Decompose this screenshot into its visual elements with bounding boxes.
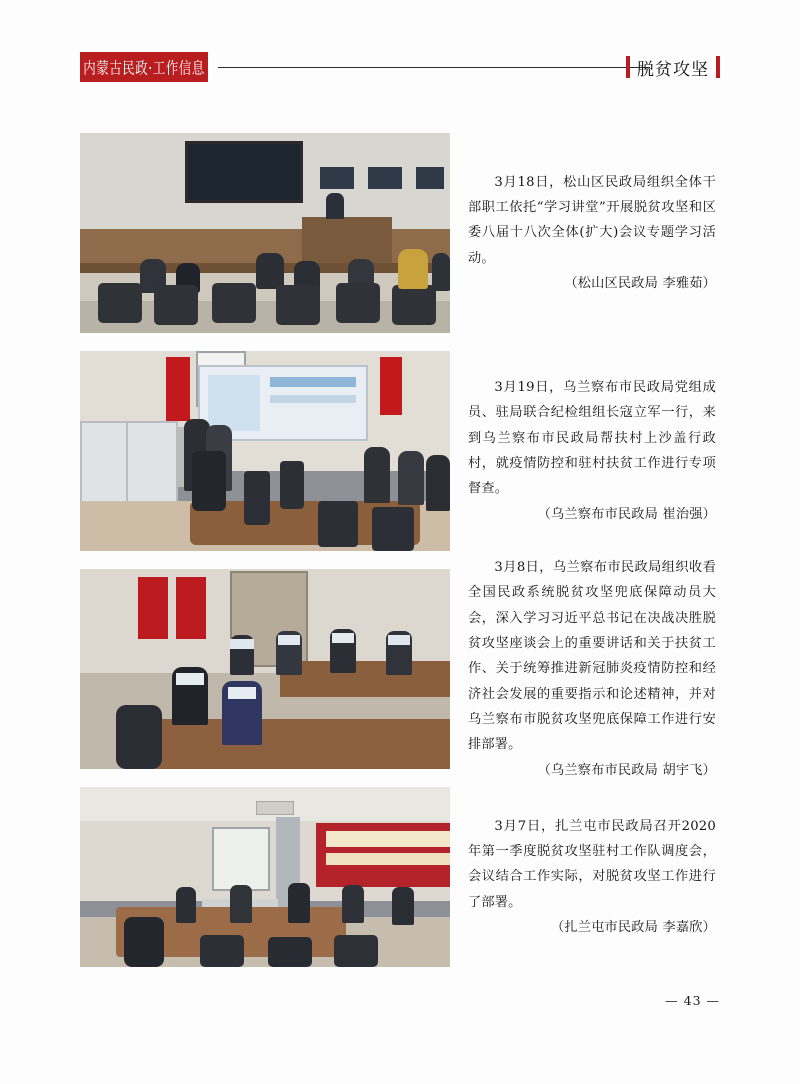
entry-caption [450, 133, 720, 333]
caption-source: （扎兰屯市民政局 李嘉欣） [550, 920, 716, 936]
article-entry [80, 351, 720, 551]
entry-caption [450, 787, 720, 967]
header-divider [218, 67, 650, 68]
photo-ulanqab-national-teleconference [80, 569, 450, 769]
photo-songshan-district-study-meeting [80, 133, 450, 333]
section-bar-left-icon [626, 56, 630, 78]
entry-caption [450, 559, 720, 778]
caption-body: 3月18日，松山区民政局组织全体干部职工依托“学习讲堂”开展脱贫攻坚和区委八届十八次全体(扩大)会议专题学习活动。 [468, 174, 716, 266]
section-title: 脱贫攻坚 [637, 59, 709, 80]
caption-body: 3月7日，扎兰屯市民政局召开2020年第一季度脱贫攻坚驻村工作队调度会，会议结合工作实际，对脱贫攻坚工作进行了部署。 [468, 818, 716, 910]
section-marker [626, 52, 720, 82]
photo-zhalantun-quarterly-meeting [80, 787, 450, 967]
caption-source: （松山区民政局 李雅茹） [564, 276, 716, 292]
masthead-logo [80, 52, 208, 82]
page-header [80, 52, 720, 88]
article-entry [80, 787, 720, 967]
masthead-label: 内蒙古民政·工作信息 [83, 58, 205, 77]
section-bar-right-icon [716, 56, 720, 78]
article-entry [80, 133, 720, 333]
caption-source: （乌兰察布市民政局 崔治强） [537, 506, 716, 522]
photo-ulanqab-supervision-visit [80, 351, 450, 551]
page-number: — 43 — [665, 993, 720, 1008]
article-entry [80, 559, 720, 778]
entry-caption [450, 351, 720, 551]
caption-body: 3月19日，乌兰察布市民政局党组成员、驻局联合纪检组组长寇立军一行，来到乌兰察布市民政局帮扶村上沙盖行政村，就疫情防控和驻村扶贫工作进行专项督查。 [468, 379, 716, 497]
caption-body: 3月8日，乌兰察布市民政局组织收看全国民政系统脱贫攻坚兜底保障动员大会，深入学习习近平总书记在决战决胜脱贫攻坚座谈会上的重要讲话和关于扶贫工作、关于统筹推进新冠肺炎疫情防控和经济社会发展的重要指示和论述精神，并对乌兰察布市脱贫攻坚兜底保障工作进行安排部署。 [468, 559, 716, 753]
caption-source: （乌兰察布市民政局 胡宇飞） [537, 762, 716, 778]
